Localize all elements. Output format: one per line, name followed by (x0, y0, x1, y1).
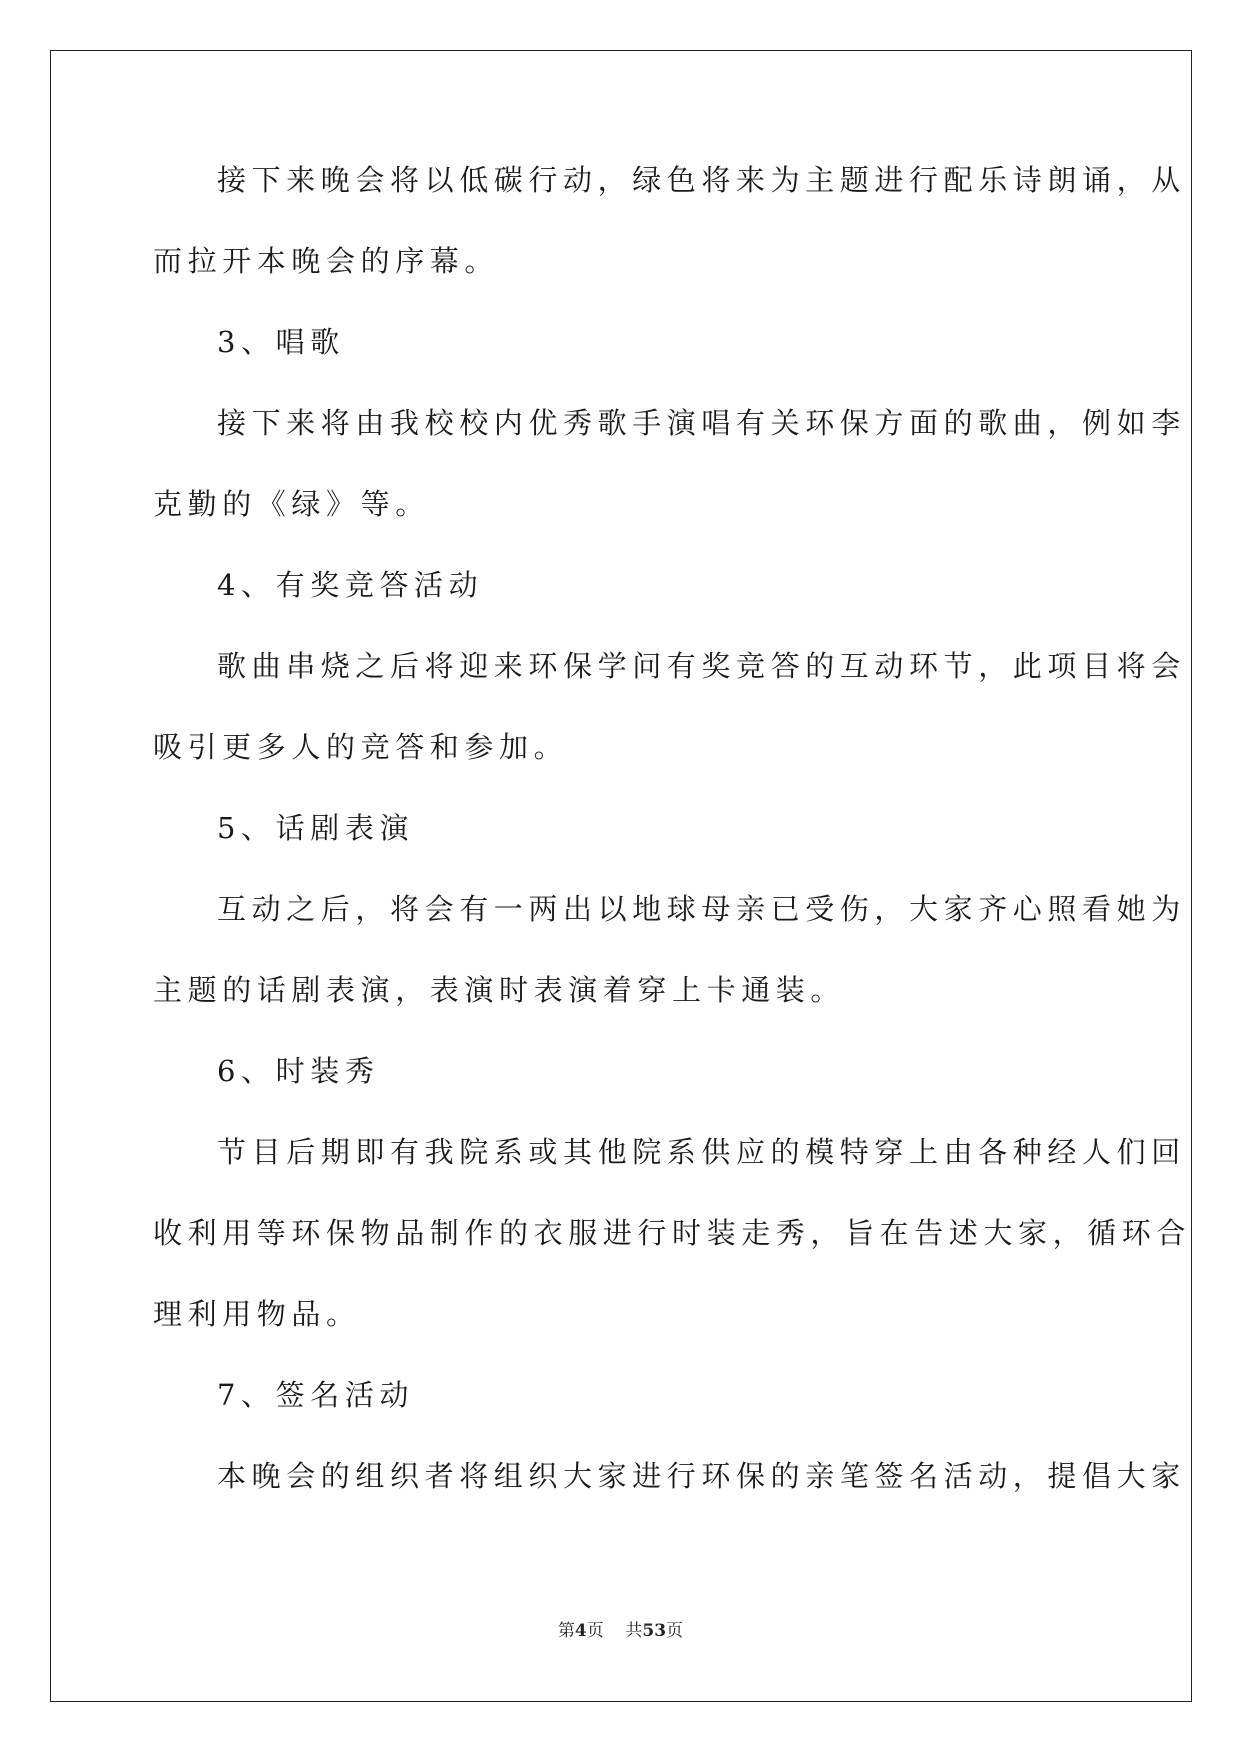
page-footer (0, 1616, 1241, 1641)
paragraph-line: 歌曲串烧之后将迎来环保学问有奖竞答的互动环节，此项目将会 (217, 649, 1186, 683)
paragraph-line: 收利用等环保物品制作的衣服进行时装走秀，旨在告述大家，循环合 (153, 1216, 1192, 1250)
paragraph-line: 克勤的《绿》等。 (153, 487, 430, 521)
paragraph-line: 主题的话剧表演，表演时表演着穿上卡通装。 (153, 973, 846, 1007)
total-pages: 53 (642, 1621, 667, 1641)
section-heading: 4、有奖竞答活动 (217, 568, 484, 602)
paragraph-line: 互动之后，将会有一两出以地球母亲已受伤，大家齐心照看她为 (217, 892, 1186, 926)
paragraph-line: 理利用物品。 (153, 1297, 361, 1331)
page-suffix: 页 (586, 1621, 604, 1641)
page-number: 4 (574, 1621, 587, 1641)
paragraph-line: 节目后期即有我院系或其他院系供应的模特穿上由各种经人们回 (217, 1135, 1186, 1169)
paragraph-line: 本晚会的组织者将组织大家进行环保的亲笔签名活动，提倡大家 (217, 1459, 1186, 1493)
section-heading: 7、签名活动 (217, 1378, 415, 1412)
paragraph-line: 接下来晚会将以低碳行动，绿色将来为主题进行配乐诗朗诵，从 (217, 163, 1186, 197)
paragraph-line: 吸引更多人的竞答和参加。 (153, 730, 569, 764)
total-prefix: 共 (625, 1621, 643, 1641)
page-prefix: 第 (557, 1621, 575, 1641)
paragraph-line: 而拉开本晚会的序幕。 (153, 244, 500, 278)
total-suffix: 页 (666, 1621, 684, 1641)
paragraph-line: 接下来将由我校校内优秀歌手演唱有关环保方面的歌曲，例如李 (217, 406, 1186, 440)
document-body (153, 160, 1192, 1537)
section-heading: 6、时装秀 (217, 1054, 380, 1088)
section-heading: 5、话剧表演 (217, 811, 415, 845)
section-heading: 3、唱歌 (217, 325, 345, 359)
